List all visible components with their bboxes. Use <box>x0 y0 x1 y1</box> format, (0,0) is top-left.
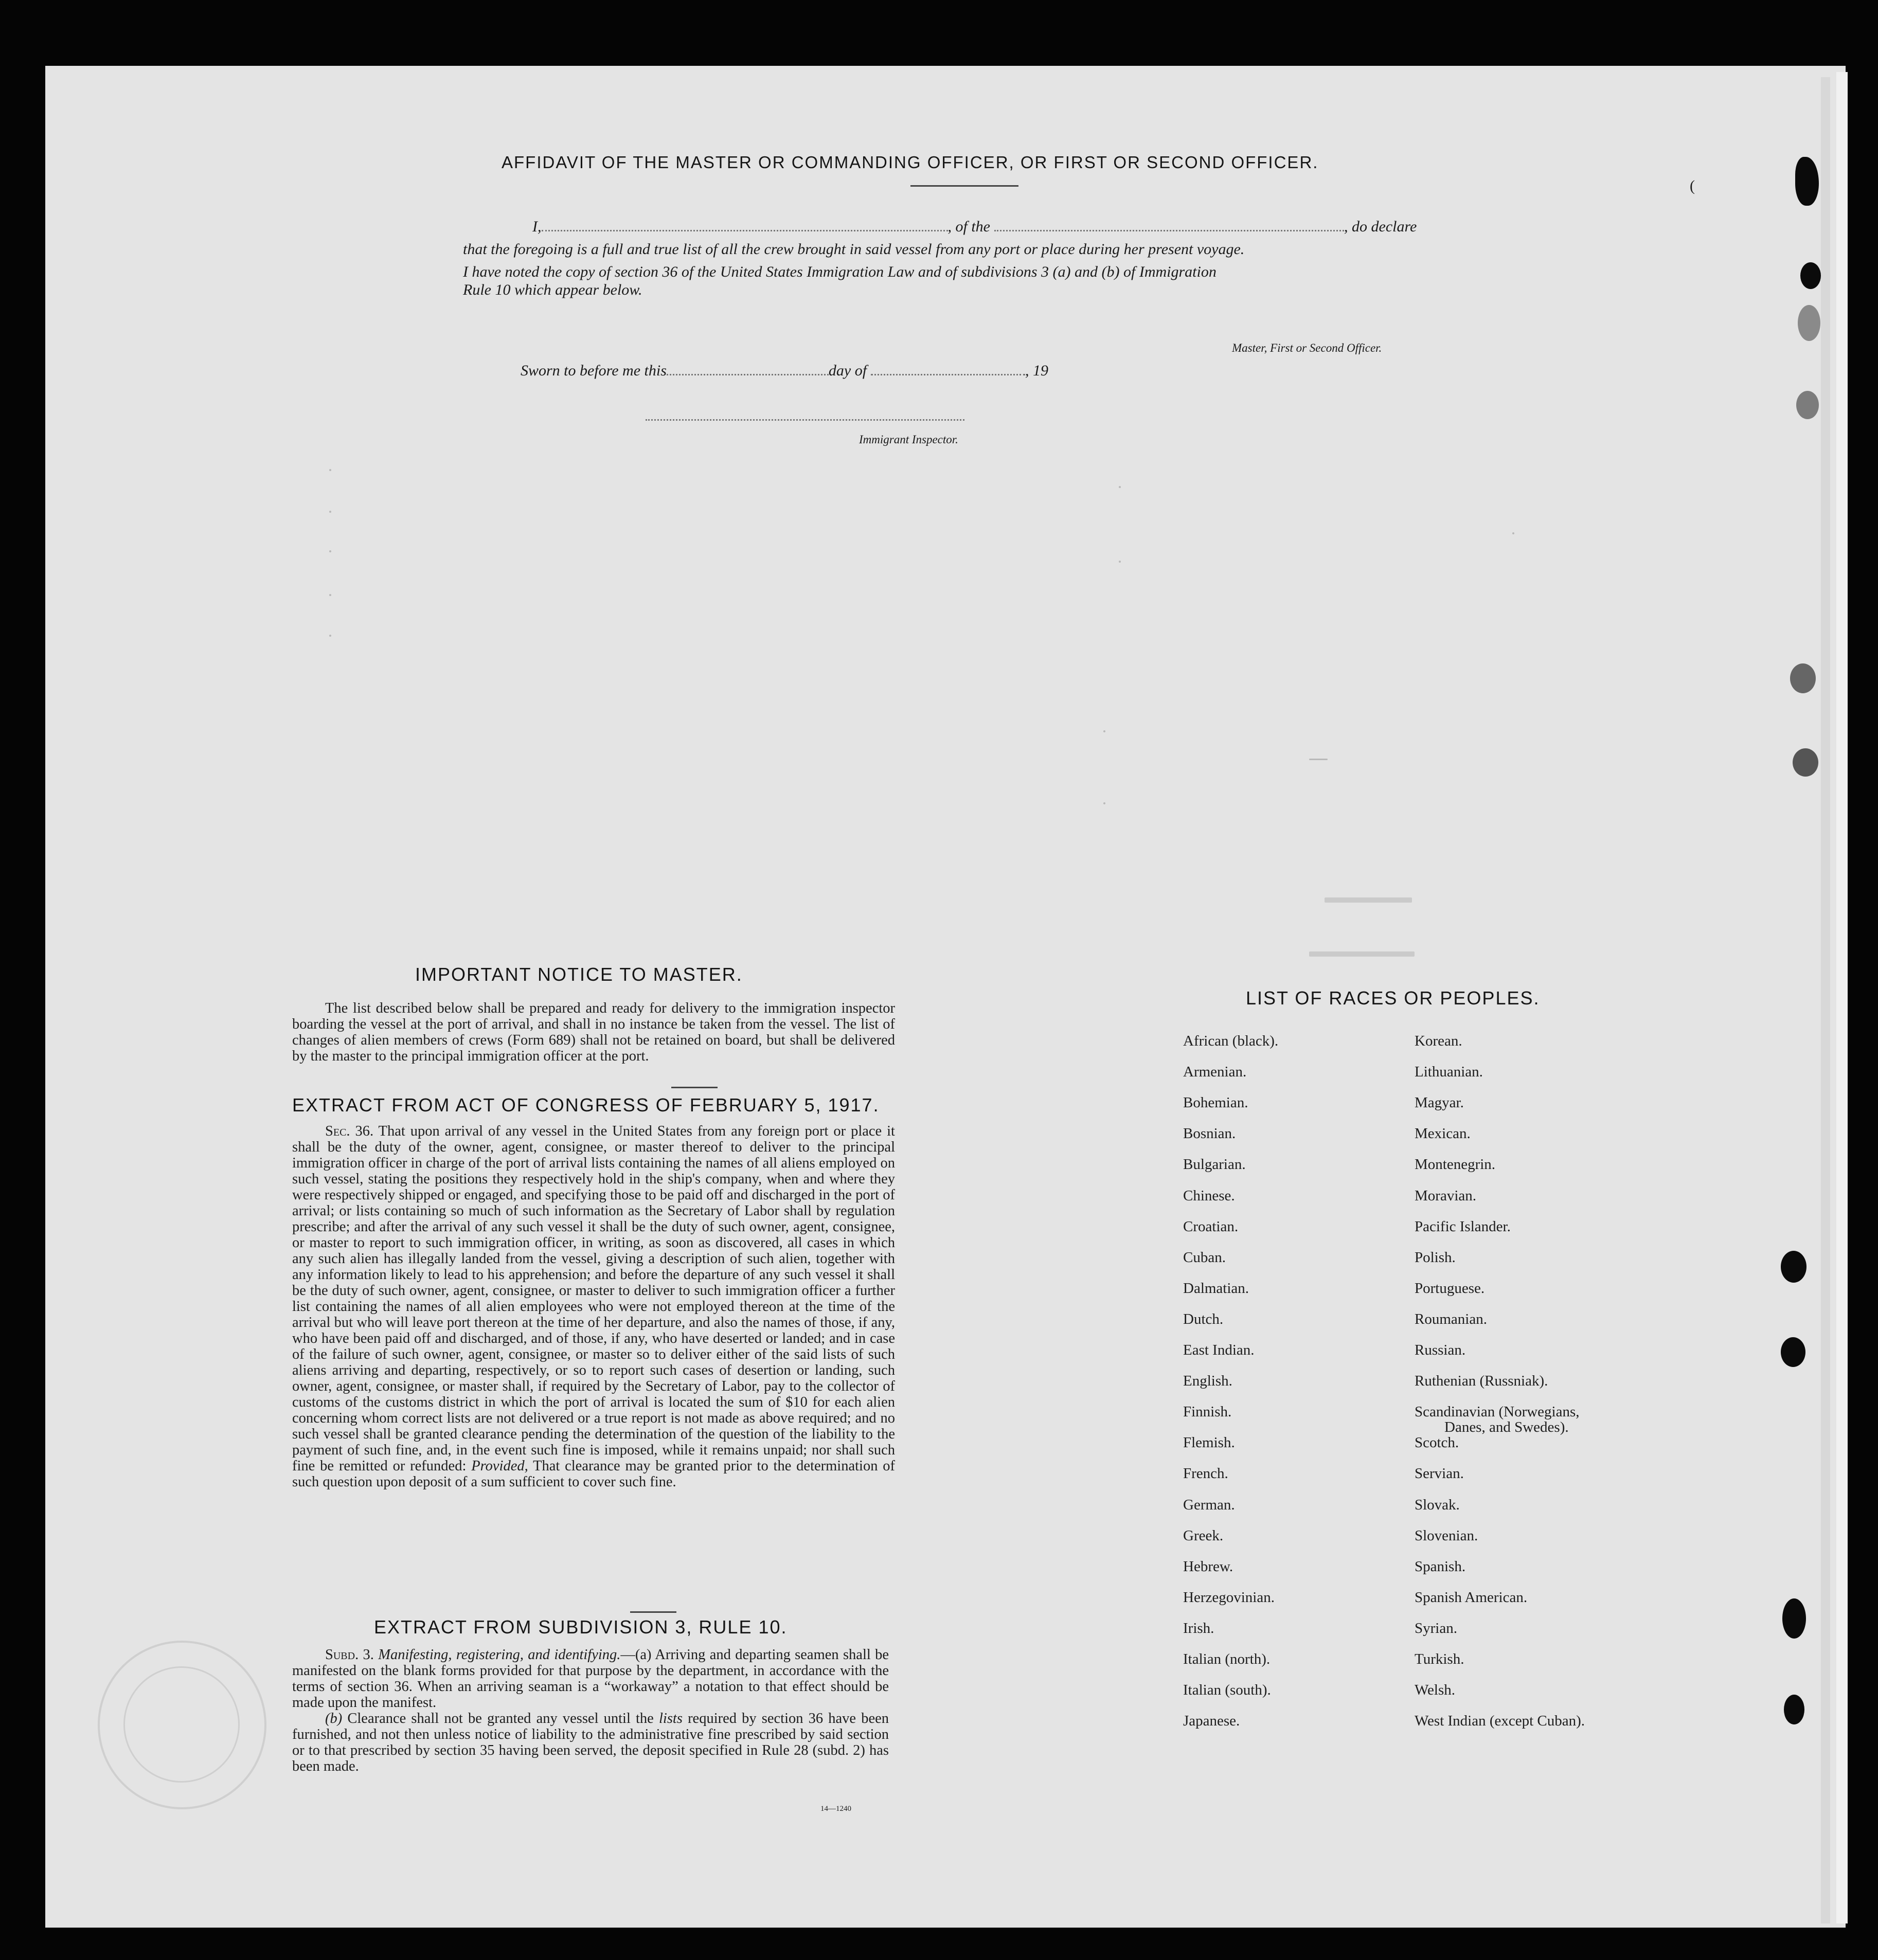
bleed-mark <box>1119 486 1121 488</box>
race-item: Turkish. <box>1415 1651 1464 1667</box>
binder-hole <box>1800 262 1821 289</box>
sworn-text: Sworn to before me this <box>521 362 667 379</box>
race-item: French. <box>1183 1465 1228 1482</box>
affidavit-line-4: Rule 10 which appear below. <box>463 281 642 298</box>
sworn-line <box>521 362 1048 380</box>
bleed-mark <box>1512 532 1514 534</box>
affidavit-i: I, <box>532 218 542 235</box>
race-item: Danes, and Swedes). <box>1444 1419 1569 1436</box>
subd-a-text: —(a) Arriving and departing seamen shall be manifested on the blank forms provided for that purpose by the department, in accordance with the terms of section 36. When an arriving seaman is a “workaway” a notation to that effect should be made upon the manifest. <box>292 1647 889 1711</box>
bleed-mark <box>329 635 331 637</box>
sec-label: Sec. 36. <box>325 1123 374 1139</box>
day-blank <box>667 374 829 375</box>
race-item: Dutch. <box>1183 1310 1224 1327</box>
race-item: Hebrew. <box>1183 1558 1233 1575</box>
act-rule <box>630 1611 676 1613</box>
sec-36-text-end: That clearance may be granted prior to the determination of such question upon deposit of a sum sufficient to cover such fine. <box>292 1458 896 1490</box>
bleed-mark <box>329 469 331 471</box>
day-of-text: day of <box>828 362 867 379</box>
bleed-mark <box>329 594 331 596</box>
race-item: Scotch. <box>1415 1434 1459 1451</box>
race-item: Moravian. <box>1415 1187 1476 1204</box>
race-item: Dalmatian. <box>1183 1280 1249 1297</box>
race-item: Syrian. <box>1415 1620 1457 1637</box>
subd-italic: Manifesting, registering, and identifying. <box>378 1647 621 1663</box>
b-label: (b) <box>325 1711 343 1727</box>
page-edge <box>1821 77 1830 1923</box>
race-item: Spanish. <box>1415 1558 1466 1575</box>
bleed-mark <box>329 550 331 552</box>
race-item: Ruthenian (Russniak). <box>1415 1373 1548 1390</box>
binder-hole <box>1781 1251 1807 1283</box>
race-item: Bulgarian. <box>1183 1156 1246 1173</box>
inspector-signature-line <box>646 419 964 421</box>
race-item: Italian (south). <box>1183 1682 1271 1699</box>
affidavit-line-3: I have noted the copy of section 36 of the United States Immigration Law and of subdivisions 3 (a) and (b) of Immigration <box>463 263 1217 280</box>
race-item: Bohemian. <box>1183 1094 1248 1111</box>
race-item: Bosnian. <box>1183 1125 1236 1142</box>
race-item: Finnish. <box>1183 1404 1232 1420</box>
vessel-blank <box>994 230 1344 231</box>
bleed-mark <box>1309 759 1328 760</box>
race-item: Korean. <box>1415 1033 1462 1049</box>
title-rule <box>910 185 1018 187</box>
extract-act-section <box>292 1123 895 1490</box>
race-item: Italian (north). <box>1183 1651 1271 1667</box>
race-item: Armenian. <box>1183 1064 1247 1081</box>
race-item: Scandinavian (Norwegians, <box>1415 1404 1580 1420</box>
race-item: Flemish. <box>1183 1434 1235 1451</box>
affidavit-line-2: that the foregoing is a full and true list of all the crew brought in said vessel from any port or place during her present voyage. <box>463 241 1245 258</box>
race-item: Slovak. <box>1415 1496 1460 1513</box>
race-item: Montenegrin. <box>1415 1156 1496 1173</box>
race-item: Slovenian. <box>1415 1527 1478 1544</box>
race-item: Spanish American. <box>1415 1589 1528 1606</box>
stray-mark: ( <box>1690 177 1695 194</box>
bleed-mark <box>1119 561 1121 563</box>
binder-hole <box>1790 663 1816 693</box>
race-item: English. <box>1183 1373 1232 1390</box>
bleed-mark <box>1103 802 1105 804</box>
inspector-signature-label: Immigrant Inspector. <box>859 433 958 446</box>
race-item: Polish. <box>1415 1249 1456 1266</box>
binder-hole <box>1782 1598 1806 1639</box>
page-edge <box>1836 72 1848 1923</box>
affidavit-title: AFFIDAVIT OF THE MASTER OR COMMANDING OFFICER, OR FIRST OR SECOND OFFICER. <box>502 153 1319 172</box>
affidavit-line-1 <box>532 218 1417 236</box>
race-item: Magyar. <box>1415 1094 1464 1111</box>
notice-text: The list described below shall be prepared and ready for delivery to the immigration inspector boarding the vessel at the port of arrival, and shall in no instance be taken from the vessel. The list of changes of alien members of crews (Form 689) shall not be retained on board, but shall be delivered by the master to the principal immigration officer at the port. <box>292 1000 895 1064</box>
binder-hole <box>1793 748 1818 777</box>
race-item: Welsh. <box>1415 1682 1456 1699</box>
bleed-mark <box>1325 897 1412 903</box>
race-item: Chinese. <box>1183 1187 1235 1204</box>
races-title: LIST OF RACES OR PEOPLES. <box>1246 987 1540 1009</box>
affidavit-of-the: , of the <box>947 218 990 235</box>
binder-hole <box>1781 1337 1805 1367</box>
month-blank <box>871 374 1025 375</box>
race-item: East Indian. <box>1183 1342 1255 1358</box>
bleed-mark <box>1103 730 1105 732</box>
bleed-mark <box>1309 951 1415 957</box>
race-item: Herzegovinian. <box>1183 1589 1275 1606</box>
subd-3-text <box>292 1647 889 1711</box>
race-item: Servian. <box>1415 1465 1464 1482</box>
notice-rule <box>671 1087 718 1088</box>
race-item: Roumanian. <box>1415 1310 1487 1327</box>
subd-b-text <box>292 1711 889 1774</box>
race-item: Cuban. <box>1183 1249 1226 1266</box>
race-item: Irish. <box>1183 1620 1214 1637</box>
bleed-mark <box>329 511 331 513</box>
extract-rule-title: EXTRACT FROM SUBDIVISION 3, RULE 10. <box>374 1616 788 1638</box>
notice-section <box>292 1000 895 1064</box>
binder-hole <box>1784 1695 1804 1724</box>
race-item: Lithuanian. <box>1415 1064 1483 1081</box>
race-item: Greek. <box>1183 1527 1224 1544</box>
race-item: Portuguese. <box>1415 1280 1485 1297</box>
race-item: African (black). <box>1183 1033 1279 1049</box>
form-number: 14—1240 <box>820 1805 851 1813</box>
sec-36-text: That upon arrival of any vessel in the United States from any foreign port or place it shall be the duty of the owner, agent, consignee, or master thereof to deliver to the principal immigration officer in charge of the port of arrival lists containing the names of all aliens employed on such vessel, stating the positions they respectively hold in the ship's company, when and where they were respectively shipped or engaged, and specifying those to be paid off and discharged in the port of arrival; or lists containing so much of such information as the Secretary of Labor shall by regulation prescribe; and after the arrival of any such vessel it shall be the duty of such owner, agent, consignee, or master to report to such immigration officer, in writing, as soon as discovered, all cases in which any such alien has illegally landed from the vessel, giving a description of such alien, together with any information likely to lead to his apprehension; and before the departure of any such vessel it shall be the duty of such owner, agent, consignee, or master to deliver to such immigration officer a further list containing the names of all alien employees who were not employed thereon at the time of the arrival but who will leave port thereon at the time of her departure, and also the names of those, if any, who have been paid off and discharged, and of those, if any, who have deserted or landed; and in case of the failure of such owner, agent, consignee, or master so to deliver either of the said lists of such aliens arriving and departing, respectively, or so to report such cases of desertion or landing, such owner, agent, consignee, or master shall, if required by the Secretary of Labor, pay to the collector of customs of the customs district in which the port of arrival is located the sum of $10 for each alien concerning whom correct lists are not delivered or a true report is not made as above required; and no such vessel shall be granted clearance pending the determination of the question of the liability to the payment of such fine, and, in the event such fine is imposed, while it remains unpaid; nor shall such fine be remitted or refunded: <box>292 1123 895 1474</box>
name-blank <box>542 230 948 231</box>
provided-word: Provided, <box>471 1458 528 1474</box>
binder-hole <box>1798 305 1820 341</box>
year-text: , 19 <box>1025 362 1049 379</box>
race-item: West Indian (except Cuban). <box>1415 1713 1585 1730</box>
race-item: Croatian. <box>1183 1218 1239 1235</box>
subd-label: Subd. 3. <box>325 1647 374 1663</box>
race-item: Japanese. <box>1183 1713 1240 1730</box>
faded-stamp-inner <box>123 1666 240 1783</box>
race-item: German. <box>1183 1496 1235 1513</box>
extract-rule-section <box>292 1647 889 1774</box>
race-item: Mexican. <box>1415 1125 1471 1142</box>
race-item: Pacific Islander. <box>1415 1218 1511 1235</box>
extract-act-text <box>292 1123 895 1490</box>
notice-title: IMPORTANT NOTICE TO MASTER. <box>415 964 743 985</box>
master-signature-label: Master, First or Second Officer. <box>1232 341 1382 354</box>
race-item: Russian. <box>1415 1342 1466 1358</box>
b-text-2: required by section 36 have been furnished, and not then unless notice of liability to the administrative fine prescribed by said section or to that prescribed by section 35 having been served, the deposit specified in Rule 28 (subd. 2) has been made. <box>292 1711 889 1774</box>
binder-hole <box>1796 391 1819 419</box>
b-text-italic: lists <box>658 1711 683 1727</box>
affidavit-do-declare: , do declare <box>1344 218 1417 235</box>
b-text-1: Clearance shall not be granted any vessel until the <box>347 1711 654 1727</box>
extract-act-title: EXTRACT FROM ACT OF CONGRESS OF FEBRUARY 5, 1917. <box>292 1094 880 1116</box>
